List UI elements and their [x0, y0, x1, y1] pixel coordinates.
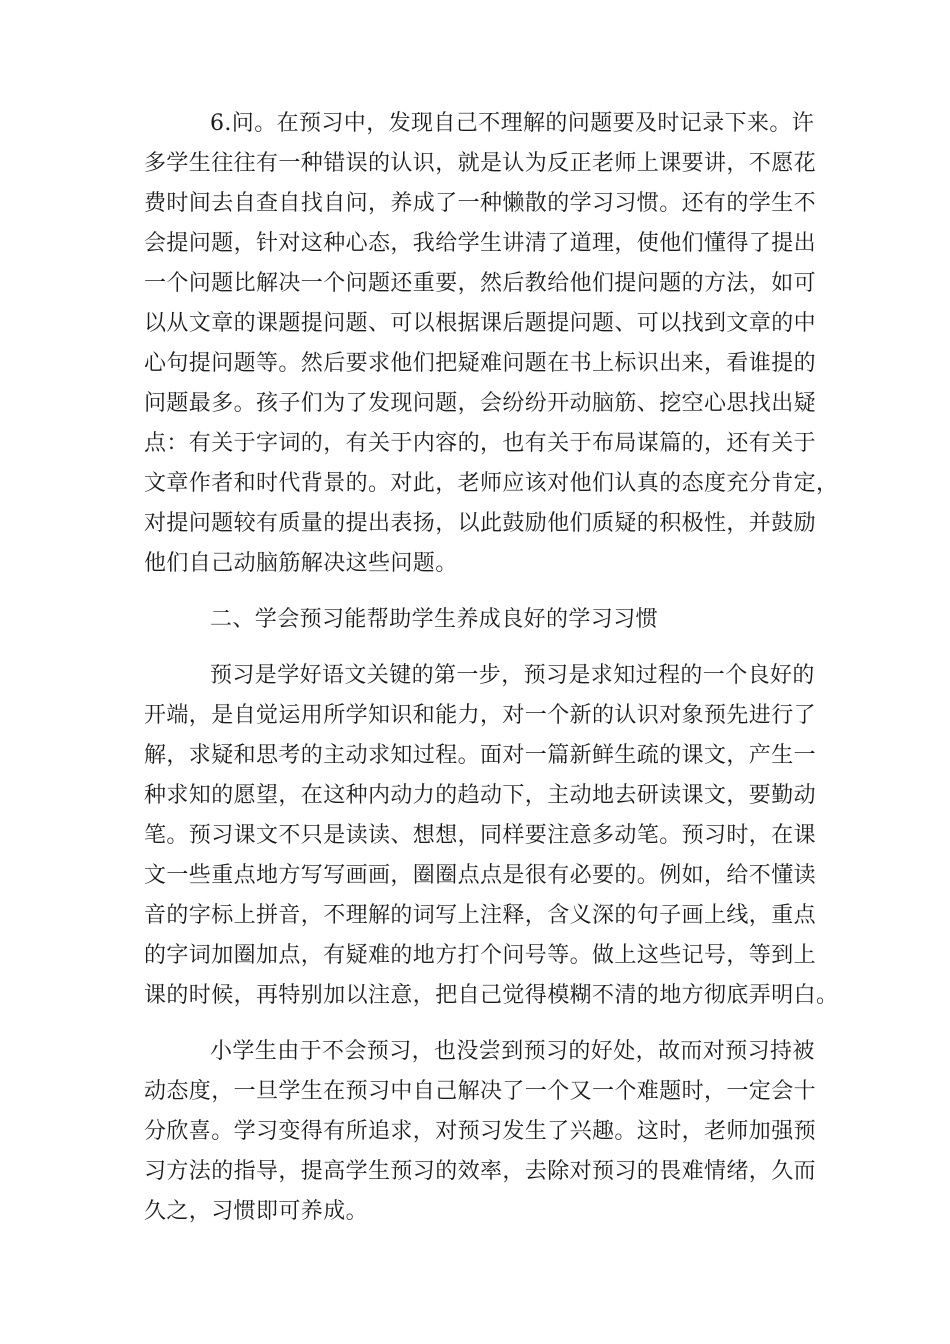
text-line: 多学生往往有一种错误的认识，就是认为反正老师上课要讲，不愿花 — [144, 151, 817, 176]
text-line: 习方法的指导，提高学生预习的效率，去除对预习的畏难情绪，久而 — [144, 1159, 817, 1184]
text-line: 解，求疑和思考的主动求知过程。面对一篇新鲜生疏的课文，产生一 — [144, 743, 817, 768]
text-line: 一个问题比解决一个问题还重要，然后教给他们提问题的方法，如可 — [144, 271, 817, 296]
text-line: 分欣喜。学习变得有所追求，对预习发生了兴趣。这时，老师加强预 — [144, 1119, 817, 1144]
text-line: 久之，习惯即可养成。 — [144, 1199, 369, 1224]
text-line: 他们自己动脑筋解决这些问题。 — [144, 551, 458, 576]
paragraph-gap — [144, 640, 806, 656]
text-line: 费时间去自查自找自问，养成了一种懒散的学习习惯。还有的学生不 — [144, 191, 817, 216]
text-line: 种求知的愿望，在这种内动力的趋动下，主动地去研读课文，要勤动 — [144, 783, 817, 808]
text-line: 笔。预习课文不只是读读、想想，同样要注意多动笔。预习时，在课 — [144, 823, 817, 848]
text-line: 6.问。在预习中，发现自己不理解的问题要及时记录下来。许 — [210, 111, 815, 136]
text-line: 开端，是自觉运用所学知识和能力，对一个新的认识对象预先进行了 — [144, 703, 817, 728]
text-line: 对提问题较有质量的提出表扬，以此鼓励他们质疑的积极性，并鼓励 — [144, 511, 817, 536]
text-line: 文章作者和时代背景的。对此，老师应该对他们认真的态度充分肯定， — [144, 471, 839, 496]
paragraph-preview-importance — [144, 656, 839, 1016]
text-line: 问题最多。孩子们为了发现问题，会纷纷开动脑筋、挖空心思找出疑 — [144, 391, 817, 416]
paragraph-gap — [144, 584, 806, 600]
text-line: 心句提问题等。然后要求他们把疑难问题在书上标识出来，看谁提的 — [144, 351, 817, 376]
section-heading: 二、学会预习能帮助学生养成良好的学习习惯 — [210, 607, 659, 632]
document-page — [144, 104, 839, 1232]
paragraph-habit-forming — [144, 1032, 817, 1232]
text-line: 小学生由于不会预习，也没尝到预习的好处，故而对预习持被 — [210, 1039, 815, 1064]
text-line: 会提问题，针对这种心态，我给学生讲清了道理，使他们懂得了提出 — [144, 231, 817, 256]
text-line: 动态度，一旦学生在预习中自己解决了一个又一个难题时，一定会十 — [144, 1079, 817, 1104]
text-line: 文一些重点地方写写画画，圈圈点点是很有必要的。例如，给不懂读 — [144, 863, 817, 888]
text-line: 音的字标上拼音，不理解的词写上注释，含义深的句子画上线，重点 — [144, 903, 817, 928]
paragraph-gap — [144, 1016, 806, 1032]
text-line: 预习是学好语文关键的第一步，预习是求知过程的一个良好的 — [210, 663, 815, 688]
text-line: 以从文章的课题提问题、可以根据课后题提问题、可以找到文章的中 — [144, 311, 817, 336]
paragraph-question-habit — [144, 104, 839, 584]
text-line: 课的时候，再特别加以注意，把自己觉得模糊不清的地方彻底弄明白。 — [144, 983, 839, 1008]
text-line: 的字词加圈加点，有疑难的地方打个问号等。做上这些记号，等到上 — [144, 943, 817, 968]
text-line: 点：有关于字词的，有关于内容的，也有关于布局谋篇的，还有关于 — [144, 431, 817, 456]
